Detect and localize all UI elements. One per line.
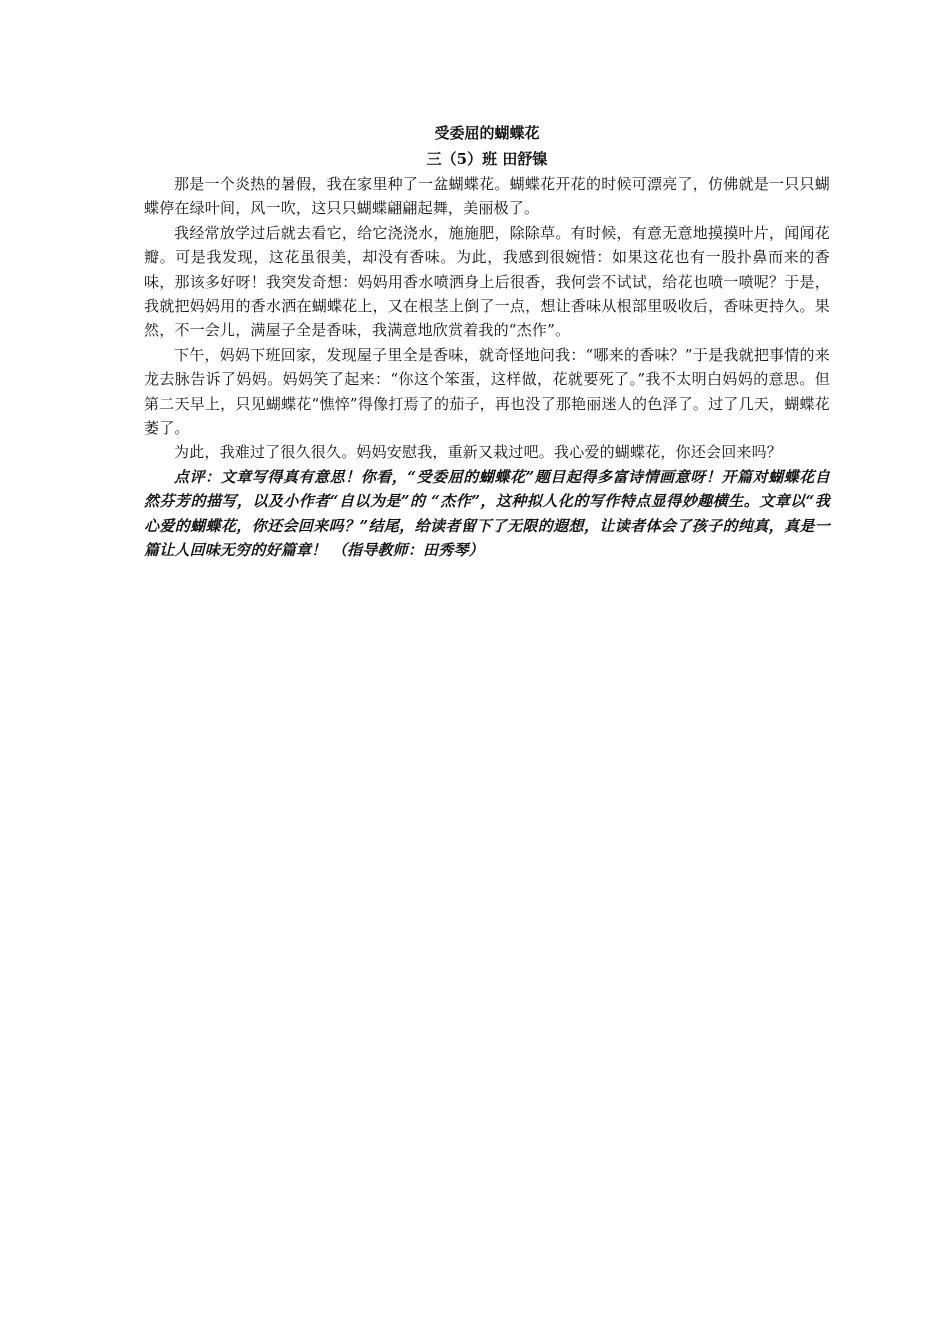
paragraph-1: 那是一个炎热的暑假，我在家里种了一盆蝴蝶花。蝴蝶花开花的时候可漂亮了，仿佛就是一只只蝴蝶停在绿叶间，风一吹，这只只蝴蝶翩翩起舞，美丽极了。 — [144, 175, 830, 218]
essay-title: 受委屈的蝴蝶花 — [434, 124, 540, 142]
paragraph-2: 我经常放学过后就去看它，给它浇浇水，施施肥，除除草。有时候，有意无意地摸摸叶片，闻闻花瓣。可是我发现，这花虽很美，却没有香味。为此，我感到很婉惜：如果这花也有一股扑鼻而来的香味，那该多好呀！我突发奇想：妈妈用香水喷洒身上后很香，我何尝不试试，给花也喷一喷呢？于是，我就把妈妈用的香水洒在蝴蝶花上，又在根茎上倒了一点，想让香味从根部里吸收后，香味更持久。果然，不一会儿，满屋子全是香味，我满意地欣赏着我的“杰作”。 — [144, 223, 830, 340]
document-page — [144, 120, 830, 563]
teacher-comment: 点评：文章写得真有意思！你看，“受委屈的蝴蝶花”题目起得多富诗情画意呀！开篇对蝴蝶花自然芬芳的描写，以及小作者“自以为是”的 “杰作”，这种拟人化的写作特点显得妙趣横生。文章以“我心爱的蝴蝶花，你还会回来吗？”结尾，给读者留下了无限的遐想，让读者体会了孩子的纯真，真是一篇让人回味无穷的好篇章！ （指导教师：田秀琴） — [144, 467, 830, 560]
paragraph-4: 为此，我难过了很久很久。妈妈安慰我，重新又栽过吧。我心爱的蝴蝶花，你还会回来吗？ — [174, 443, 783, 462]
paragraph-3: 下午，妈妈下班回家，发现屋子里全是香味，就奇怪地问我：“哪来的香味？”于是我就把事情的来龙去脉告诉了妈妈。妈妈笑了起来：“你这个笨蛋，这样做，花就要死了。”我不太明白妈妈的意思。但第二天早上，只见蝴蝶花“憔悴”得像打焉了的茄子，再也没了那艳丽迷人的色泽了。过了几天，蝴蝶花萎了。 — [144, 345, 830, 438]
essay-byline: 三（5）班 田舒镍 — [426, 150, 548, 168]
